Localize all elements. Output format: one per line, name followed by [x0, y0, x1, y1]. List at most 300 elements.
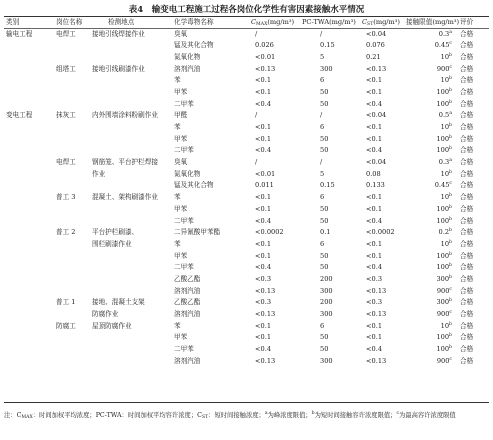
evaluation-cell: 合格 — [460, 99, 474, 108]
cmax-cell: <0.1 — [255, 204, 272, 213]
category-cell — [4, 332, 50, 344]
category-cell — [4, 75, 50, 87]
category-cell — [4, 51, 50, 63]
evaluation-cell: 合格 — [460, 321, 474, 330]
cst-cell: <0.13 — [366, 286, 387, 295]
category-cell — [4, 122, 50, 134]
location-cell — [92, 344, 174, 356]
position-cell: 普工 1 — [56, 298, 76, 307]
table-row — [4, 320, 489, 332]
category-cell — [4, 157, 50, 169]
cst-cell: <0.1 — [366, 76, 383, 85]
hazard-cell: 二甲苯 — [174, 216, 194, 225]
category-cell — [4, 63, 50, 75]
position-cell — [50, 75, 92, 87]
pctwa-cell: 50 — [320, 345, 329, 354]
table-row — [4, 285, 489, 297]
category-cell — [4, 285, 50, 297]
hazard-cell: 甲苯 — [174, 204, 188, 213]
evaluation-cell: 合格 — [460, 76, 474, 85]
cmax-cell: <0.4 — [255, 263, 272, 272]
cmax-cell: <0.1 — [255, 239, 272, 248]
limit-cell: 0.45$^c$ — [434, 181, 452, 190]
location-cell — [92, 86, 174, 98]
category-cell — [4, 250, 50, 262]
cmax-cell: <0.3 — [255, 274, 272, 283]
limit-cell: 100$^b$ — [436, 345, 452, 354]
position-cell — [50, 332, 92, 344]
cmax-cell: <0.1 — [255, 251, 272, 260]
location-cell: 屋顶防腐作业 — [92, 321, 132, 330]
bottom-rule — [4, 402, 489, 403]
evaluation-cell: 合格 — [460, 169, 474, 178]
category-cell — [4, 203, 50, 215]
limit-cell: 300$^b$ — [436, 298, 452, 307]
limit-cell: 10$^b$ — [440, 321, 452, 330]
hazard-cell: 氮氧化物 — [174, 52, 201, 61]
limit-cell: 900$^c$ — [436, 356, 452, 365]
cst-cell: 0.08 — [366, 169, 381, 178]
cmax-cell: <0.4 — [255, 99, 272, 108]
table-row — [4, 145, 489, 157]
category-cell — [4, 215, 50, 227]
header-position: 岗位名称 — [56, 18, 83, 27]
cst-cell: 0.076 — [366, 41, 385, 50]
pctwa-cell: 50 — [320, 204, 329, 213]
location-cell — [92, 355, 174, 367]
position-cell — [50, 168, 92, 180]
location-cell — [92, 145, 174, 157]
pctwa-cell: 6 — [320, 123, 325, 132]
evaluation-cell: 合格 — [460, 87, 474, 96]
cmax-cell: <0.4 — [255, 146, 272, 155]
table-row — [4, 262, 489, 274]
cmax-cell: <0.4 — [255, 216, 272, 225]
location-cell — [92, 285, 174, 297]
hazard-cell: 臭氧 — [174, 158, 188, 167]
limit-cell: 900$^c$ — [436, 64, 452, 73]
cst-cell: <0.13 — [366, 64, 387, 73]
cmax-cell: <0.1 — [255, 76, 272, 85]
cst-cell: <0.4 — [366, 263, 383, 272]
cmax-cell: <0.4 — [255, 345, 272, 354]
cst-cell: <0.04 — [366, 158, 387, 167]
hazard-cell: 臭氧 — [174, 29, 188, 38]
table-row — [4, 86, 489, 98]
hazard-cell: 二异氰酸甲苯酯 — [174, 228, 221, 237]
pctwa-cell: 50 — [320, 134, 329, 143]
evaluation-cell: 合格 — [460, 263, 474, 272]
evaluation-cell: 合格 — [460, 251, 474, 260]
evaluation-cell: 合格 — [460, 274, 474, 283]
cst-cell: <0.4 — [366, 216, 383, 225]
table-row — [4, 157, 489, 169]
position-cell — [50, 40, 92, 52]
category-cell — [4, 320, 50, 332]
position-cell — [50, 51, 92, 63]
cmax-cell: 0.026 — [255, 41, 274, 50]
pctwa-cell: 50 — [320, 216, 329, 225]
table-row — [4, 238, 489, 250]
location-cell — [92, 98, 174, 110]
evaluation-cell: 合格 — [460, 64, 474, 73]
category-cell — [4, 273, 50, 285]
cmax-cell: <0.1 — [255, 193, 272, 202]
cst-cell: <0.1 — [366, 321, 383, 330]
limit-cell: 0.2$^b$ — [438, 228, 452, 237]
header-cst: $C_{ST}(mg/m^3)$ — [362, 18, 401, 28]
table-row — [4, 192, 489, 204]
hazard-cell: 苯 — [174, 193, 181, 202]
position-cell: 抹灰工 — [56, 111, 76, 120]
category-cell: 输电工程 — [6, 29, 33, 38]
location-cell: 钢筋笼、平台护栏焊接 — [92, 158, 158, 167]
cmax-cell: / — [255, 158, 258, 167]
category-cell — [4, 98, 50, 110]
header-location: 检测地点 — [108, 18, 135, 27]
location-cell — [92, 40, 174, 52]
evaluation-cell: 合格 — [460, 345, 474, 354]
category-cell — [4, 40, 50, 52]
location-cell: 接地引线焊接作业 — [92, 29, 145, 38]
limit-cell: 10$^b$ — [440, 76, 452, 85]
cmax-cell: <0.1 — [255, 123, 272, 132]
cmax-cell: <0.0002 — [255, 228, 284, 237]
header-cmax: $C_{MAX}(mg/m^3)$ — [251, 18, 295, 28]
location-cell — [92, 215, 174, 227]
table-row — [4, 51, 489, 63]
location-cell — [92, 250, 174, 262]
limit-cell: 10$^b$ — [440, 169, 452, 178]
pctwa-cell: 200 — [320, 274, 333, 283]
hazard-cell: 苯 — [174, 123, 181, 132]
evaluation-cell: 合格 — [460, 52, 474, 61]
cst-cell: 0.133 — [366, 181, 385, 190]
position-cell — [50, 133, 92, 145]
pctwa-cell: 0.1 — [320, 228, 331, 237]
category-cell: 变电工程 — [6, 111, 33, 120]
cst-cell: <0.1 — [366, 251, 383, 260]
cst-cell: <0.04 — [366, 111, 387, 120]
cmax-cell: <0.13 — [255, 356, 276, 365]
location-cell — [92, 122, 174, 134]
cst-cell: <0.1 — [366, 193, 383, 202]
position-cell — [50, 355, 92, 367]
position-cell — [50, 262, 92, 274]
position-cell — [50, 285, 92, 297]
pctwa-cell: 5 — [320, 169, 325, 178]
hazard-cell: 甲苯 — [174, 87, 188, 96]
table-row — [4, 309, 489, 321]
table-row — [4, 110, 489, 122]
cst-cell: 0.21 — [366, 52, 381, 61]
cst-cell: <0.13 — [366, 310, 387, 319]
cst-cell: <0.1 — [366, 239, 383, 248]
table-row — [4, 203, 489, 215]
location-cell: 混凝土、架构刷漆作业 — [92, 193, 158, 202]
limit-cell: 100$^b$ — [436, 134, 452, 143]
hazard-cell: 苯 — [174, 76, 181, 85]
pctwa-cell: 6 — [320, 193, 325, 202]
evaluation-cell: 合格 — [460, 111, 474, 120]
header-pctwa: PC-TWA(mg/m³) — [302, 18, 356, 27]
limit-cell: 900$^c$ — [436, 286, 452, 295]
position-cell — [50, 98, 92, 110]
pctwa-cell: 50 — [320, 146, 329, 155]
category-cell — [4, 192, 50, 204]
pctwa-cell: / — [320, 158, 323, 167]
cst-cell: <0.1 — [366, 87, 383, 96]
hazard-cell: 二甲苯 — [174, 146, 194, 155]
hazard-cell: 溶剂汽油 — [174, 356, 201, 365]
cst-cell: <0.04 — [366, 29, 387, 38]
cmax-cell: <0.1 — [255, 134, 272, 143]
category-cell — [4, 262, 50, 274]
pctwa-cell: 200 — [320, 298, 333, 307]
position-cell: 防腐工 — [56, 321, 76, 330]
evaluation-cell: 合格 — [460, 310, 474, 319]
table-row — [4, 297, 489, 309]
table-row — [4, 273, 489, 285]
location-cell: 接地、混凝土支架 — [92, 298, 145, 307]
table-row — [4, 250, 489, 262]
evaluation-cell: 合格 — [460, 216, 474, 225]
location-cell — [92, 273, 174, 285]
header-limit: 接触限值(mg/m³) — [406, 18, 460, 27]
limit-cell: 0.5$^a$ — [438, 111, 452, 120]
hazard-cell: 甲苯 — [174, 251, 188, 260]
cst-cell: <0.0002 — [366, 228, 395, 237]
exposure-table — [4, 17, 489, 367]
hazard-cell: 甲醛 — [174, 111, 188, 120]
pctwa-cell: 0.15 — [320, 41, 335, 50]
location-cell — [92, 75, 174, 87]
cst-cell: <0.3 — [366, 274, 383, 283]
cmax-cell: / — [255, 111, 258, 120]
hazard-cell: 氮氧化物 — [174, 169, 201, 178]
cst-cell: <0.1 — [366, 134, 383, 143]
location-cell: 作业 — [92, 169, 106, 178]
evaluation-cell: 合格 — [460, 286, 474, 295]
hazard-cell: 锰及其化合物 — [174, 41, 214, 50]
table-title: 表4 输变电工程施工过程各岗位化学性有害因素接触水平情况 — [128, 5, 365, 15]
category-cell — [4, 180, 50, 192]
table-body — [4, 28, 489, 367]
position-cell — [50, 86, 92, 98]
table-row — [4, 215, 489, 227]
category-cell — [4, 238, 50, 250]
position-cell — [50, 180, 92, 192]
table-row — [4, 168, 489, 180]
position-cell — [50, 203, 92, 215]
limit-cell: 100$^b$ — [436, 146, 452, 155]
table-row — [4, 355, 489, 367]
pctwa-cell: 6 — [320, 76, 325, 85]
position-cell — [50, 238, 92, 250]
limit-cell: 100$^b$ — [436, 87, 452, 96]
location-cell — [92, 51, 174, 63]
hazard-cell: 甲苯 — [174, 134, 188, 143]
cmax-cell: <0.13 — [255, 310, 276, 319]
hazard-cell: 溶剂汽油 — [174, 310, 201, 319]
table-footnote: 注：$C_{MAX}$：时间加权平均浓度；PC-TWA：时间加权平均容许浓度；$C_{ST}$：短时间接触浓度；$^a$为峰浓度限值；$^b$为短时间接触容许浓度限值；$^c$为最高容许浓度限值 — [4, 411, 456, 420]
position-cell — [50, 145, 92, 157]
category-cell — [4, 168, 50, 180]
cst-cell: <0.4 — [366, 146, 383, 155]
cmax-cell: / — [255, 29, 258, 38]
table-row — [4, 28, 489, 40]
limit-cell: 10$^b$ — [440, 239, 452, 248]
evaluation-cell: 合格 — [460, 228, 474, 237]
location-cell — [92, 133, 174, 145]
cmax-cell: <0.3 — [255, 298, 272, 307]
hazard-cell: 苯 — [174, 239, 181, 248]
category-cell — [4, 297, 50, 309]
table-row — [4, 40, 489, 52]
position-cell: 组塔工 — [56, 64, 76, 73]
hazard-cell: 溶剂汽油 — [174, 64, 201, 73]
evaluation-cell: 合格 — [460, 123, 474, 132]
cst-cell: <0.1 — [366, 333, 383, 342]
location-cell: 内外围墙涂料粉刷作业 — [92, 111, 158, 120]
category-cell — [4, 344, 50, 356]
table-row — [4, 75, 489, 87]
header-category: 类别 — [6, 18, 20, 27]
category-cell — [4, 86, 50, 98]
evaluation-cell: 合格 — [460, 298, 474, 307]
position-cell — [50, 344, 92, 356]
cst-cell: <0.4 — [366, 99, 383, 108]
limit-cell: 100$^b$ — [436, 333, 452, 342]
position-cell — [50, 250, 92, 262]
position-cell — [50, 122, 92, 134]
evaluation-cell: 合格 — [460, 239, 474, 248]
location-cell — [92, 332, 174, 344]
hazard-cell: 锰及其化合物 — [174, 181, 214, 190]
evaluation-cell: 合格 — [460, 181, 474, 190]
position-cell — [50, 273, 92, 285]
table-row — [4, 344, 489, 356]
hazard-cell: 溶剂汽油 — [174, 286, 201, 295]
header-evaluation: 评价 — [460, 18, 474, 27]
limit-cell: 100$^b$ — [436, 99, 452, 108]
limit-cell: 10$^b$ — [440, 193, 452, 202]
pctwa-cell: / — [320, 29, 323, 38]
pctwa-cell: 300 — [320, 310, 333, 319]
cmax-cell: 0.011 — [255, 181, 274, 190]
position-cell: 电焊工 — [56, 158, 76, 167]
pctwa-cell: 6 — [320, 321, 325, 330]
location-cell: 防腐作业 — [92, 310, 119, 319]
cmax-cell: <0.01 — [255, 169, 276, 178]
limit-cell: 0.3$^a$ — [438, 29, 452, 38]
table-row — [4, 332, 489, 344]
evaluation-cell: 合格 — [460, 193, 474, 202]
position-cell — [50, 215, 92, 227]
pctwa-cell: 50 — [320, 87, 329, 96]
evaluation-cell: 合格 — [460, 41, 474, 50]
pctwa-cell: 300 — [320, 64, 333, 73]
cmax-cell: <0.1 — [255, 321, 272, 330]
location-cell — [92, 262, 174, 274]
pctwa-cell: 5 — [320, 52, 325, 61]
evaluation-cell: 合格 — [460, 29, 474, 38]
position-cell — [50, 309, 92, 321]
table-header-row — [4, 17, 489, 28]
cmax-cell: <0.1 — [255, 87, 272, 96]
table-row — [4, 133, 489, 145]
evaluation-cell: 合格 — [460, 204, 474, 213]
cst-cell: <0.13 — [366, 356, 387, 365]
limit-cell: 900$^c$ — [436, 310, 452, 319]
evaluation-cell: 合格 — [460, 356, 474, 365]
limit-cell: 100$^b$ — [436, 263, 452, 272]
pctwa-cell: 50 — [320, 251, 329, 260]
category-cell — [4, 309, 50, 321]
hazard-cell: 二甲苯 — [174, 99, 194, 108]
evaluation-cell: 合格 — [460, 134, 474, 143]
pctwa-cell: 50 — [320, 333, 329, 342]
limit-cell: 100$^b$ — [436, 251, 452, 260]
limit-cell: 100$^b$ — [436, 204, 452, 213]
category-cell — [4, 227, 50, 239]
header-hazard: 化学毒物名称 — [174, 18, 214, 27]
location-cell — [92, 180, 174, 192]
category-cell — [4, 145, 50, 157]
hazard-cell: 甲苯 — [174, 333, 188, 342]
pctwa-cell: 6 — [320, 239, 325, 248]
limit-cell: 10$^b$ — [440, 52, 452, 61]
cmax-cell: <0.13 — [255, 64, 276, 73]
limit-cell: 10$^b$ — [440, 123, 452, 132]
evaluation-cell: 合格 — [460, 146, 474, 155]
cmax-cell: <0.1 — [255, 333, 272, 342]
location-cell: 平台护栏刷漆、 — [92, 228, 139, 237]
location-cell: 围栏刷漆作业 — [92, 239, 132, 248]
location-cell: 接地引线刷漆作业 — [92, 64, 145, 73]
evaluation-cell: 合格 — [460, 158, 474, 167]
cst-cell: <0.1 — [366, 204, 383, 213]
table-row — [4, 180, 489, 192]
location-cell — [92, 203, 174, 215]
position-cell: 电焊工 — [56, 29, 76, 38]
pctwa-cell: 50 — [320, 99, 329, 108]
hazard-cell: 乙酸乙酯 — [174, 274, 201, 283]
pctwa-cell: 300 — [320, 286, 333, 295]
table-row — [4, 63, 489, 75]
hazard-cell: 二甲苯 — [174, 263, 194, 272]
limit-cell: 300$^b$ — [436, 274, 452, 283]
pctwa-cell: / — [320, 111, 323, 120]
hazard-cell: 乙酸乙酯 — [174, 298, 201, 307]
limit-cell: 0.45$^c$ — [434, 41, 452, 50]
pctwa-cell: 0.15 — [320, 181, 335, 190]
cst-cell: <0.3 — [366, 298, 383, 307]
hazard-cell: 苯 — [174, 321, 181, 330]
category-cell — [4, 133, 50, 145]
limit-cell: 0.3$^a$ — [438, 158, 452, 167]
table-row — [4, 122, 489, 134]
position-cell: 普工 2 — [56, 228, 76, 237]
limit-cell: 100$^b$ — [436, 216, 452, 225]
cmax-cell: <0.01 — [255, 52, 276, 61]
pctwa-cell: 300 — [320, 356, 333, 365]
cst-cell: <0.4 — [366, 345, 383, 354]
table-row — [4, 98, 489, 110]
category-cell — [4, 355, 50, 367]
hazard-cell: 二甲苯 — [174, 345, 194, 354]
position-cell: 普工 3 — [56, 193, 76, 202]
